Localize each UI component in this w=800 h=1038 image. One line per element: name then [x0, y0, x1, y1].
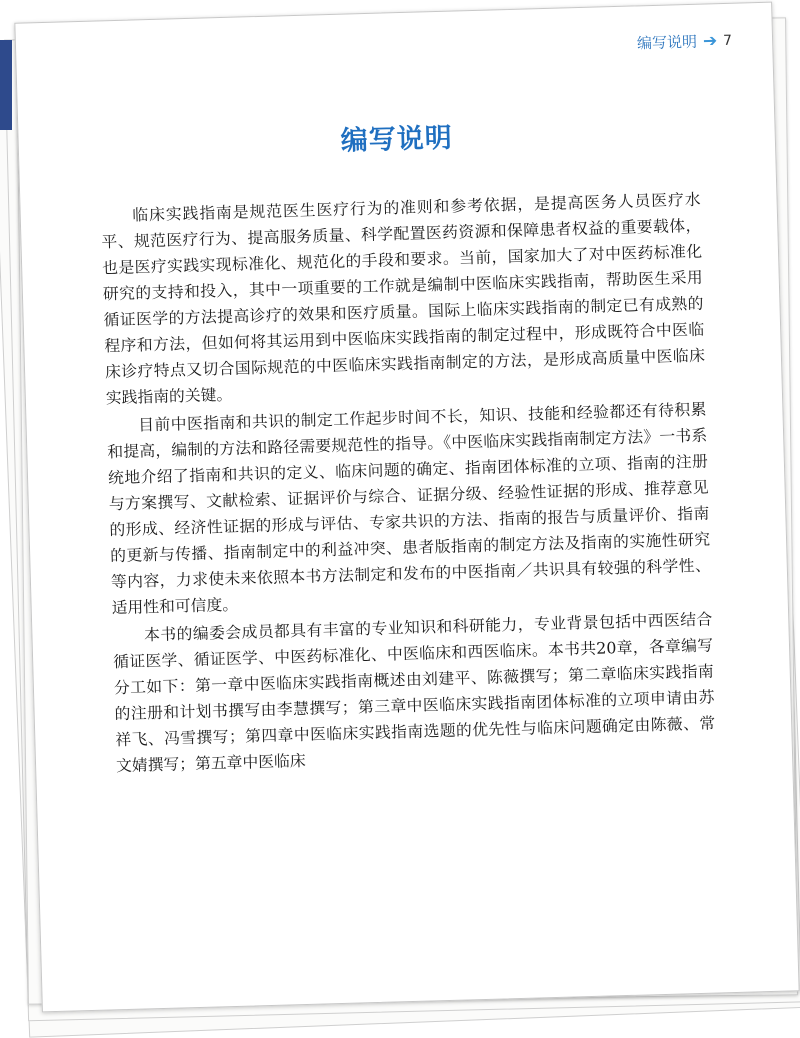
page-title: 编写说明	[340, 122, 454, 157]
running-header	[637, 30, 733, 54]
body-text	[100, 187, 716, 782]
running-header-section: 编写说明	[636, 32, 698, 53]
book-cover-edge-left	[0, 40, 12, 130]
paragraph-2: 目前中医指南和共识的制定工作起步时间不长，知识、技能和经验都还有待积累和提高，编制的方法和路径需要规范性的指导。《中医临床实践指南制定方法》一书系统地介绍了指南和共识的定义、临床问题的确定、指南团体标准的立项、指南的注册与方案撰写、文献检索、证据评价与综合、证据分级、经验性证据的形成、推荐意见的形成、经济性证据的形成与评估、专家共识的方法、指南的报告与质量评价、指南的更新与传播、指南制定中的利益冲突、患者版指南的制定方法及指南的实施性研究等内容，力求使未来依照本书方法制定和发布的中医指南／共识具有较强的科学性、适用性和可信度。	[107, 399, 712, 618]
paragraph-3: 本书的编委会成员都具有丰富的专业知识和科研能力，专业背景包括中西医结合循证医学、循证医学、中医药标准化、中医临床和西医临床。本书共20章，各章编写分工如下：第一章中医临床实践指南概述由刘建平、陈薇撰写；第二章临床实践指南的注册和计划书撰写由李慧撰写；第三章中医临床实践指南团体标准的立项申请由苏祥飞、冯雪撰写；第四章中医临床实践指南选题的优先性与临床问题确定由陈薇、常文婧撰写；第五章中医临床	[112, 609, 716, 776]
document-page	[14, 2, 799, 1013]
arrow-right-icon: ➔	[702, 30, 718, 52]
paragraph-1: 临床实践指南是规范医生医疗行为的准则和参考依据，是提高医务人员医疗水平、规范医疗行为、提高服务质量、科学配置医药资源和保障患者权益的重要载体，也是医疗实践实现标准化、规范化的手段和要求。当前，国家加大了对中医药标准化研究的支持和投入，其中一项重要的工作就是编制中医临床实践指南，帮助医生采用循证医学的方法提高诊疗的效果和医疗质量。国际上临床实践指南的制定已有成熟的程序和方法，但如何将其运用到中医临床实践指南的制定过程中，形成既符合中医临床诊疗特点又切合国际规范的中医临床实践指南制定的方法，是形成高质量中医临床实践指南的关键。	[101, 189, 706, 408]
page-number: 7	[722, 32, 733, 49]
